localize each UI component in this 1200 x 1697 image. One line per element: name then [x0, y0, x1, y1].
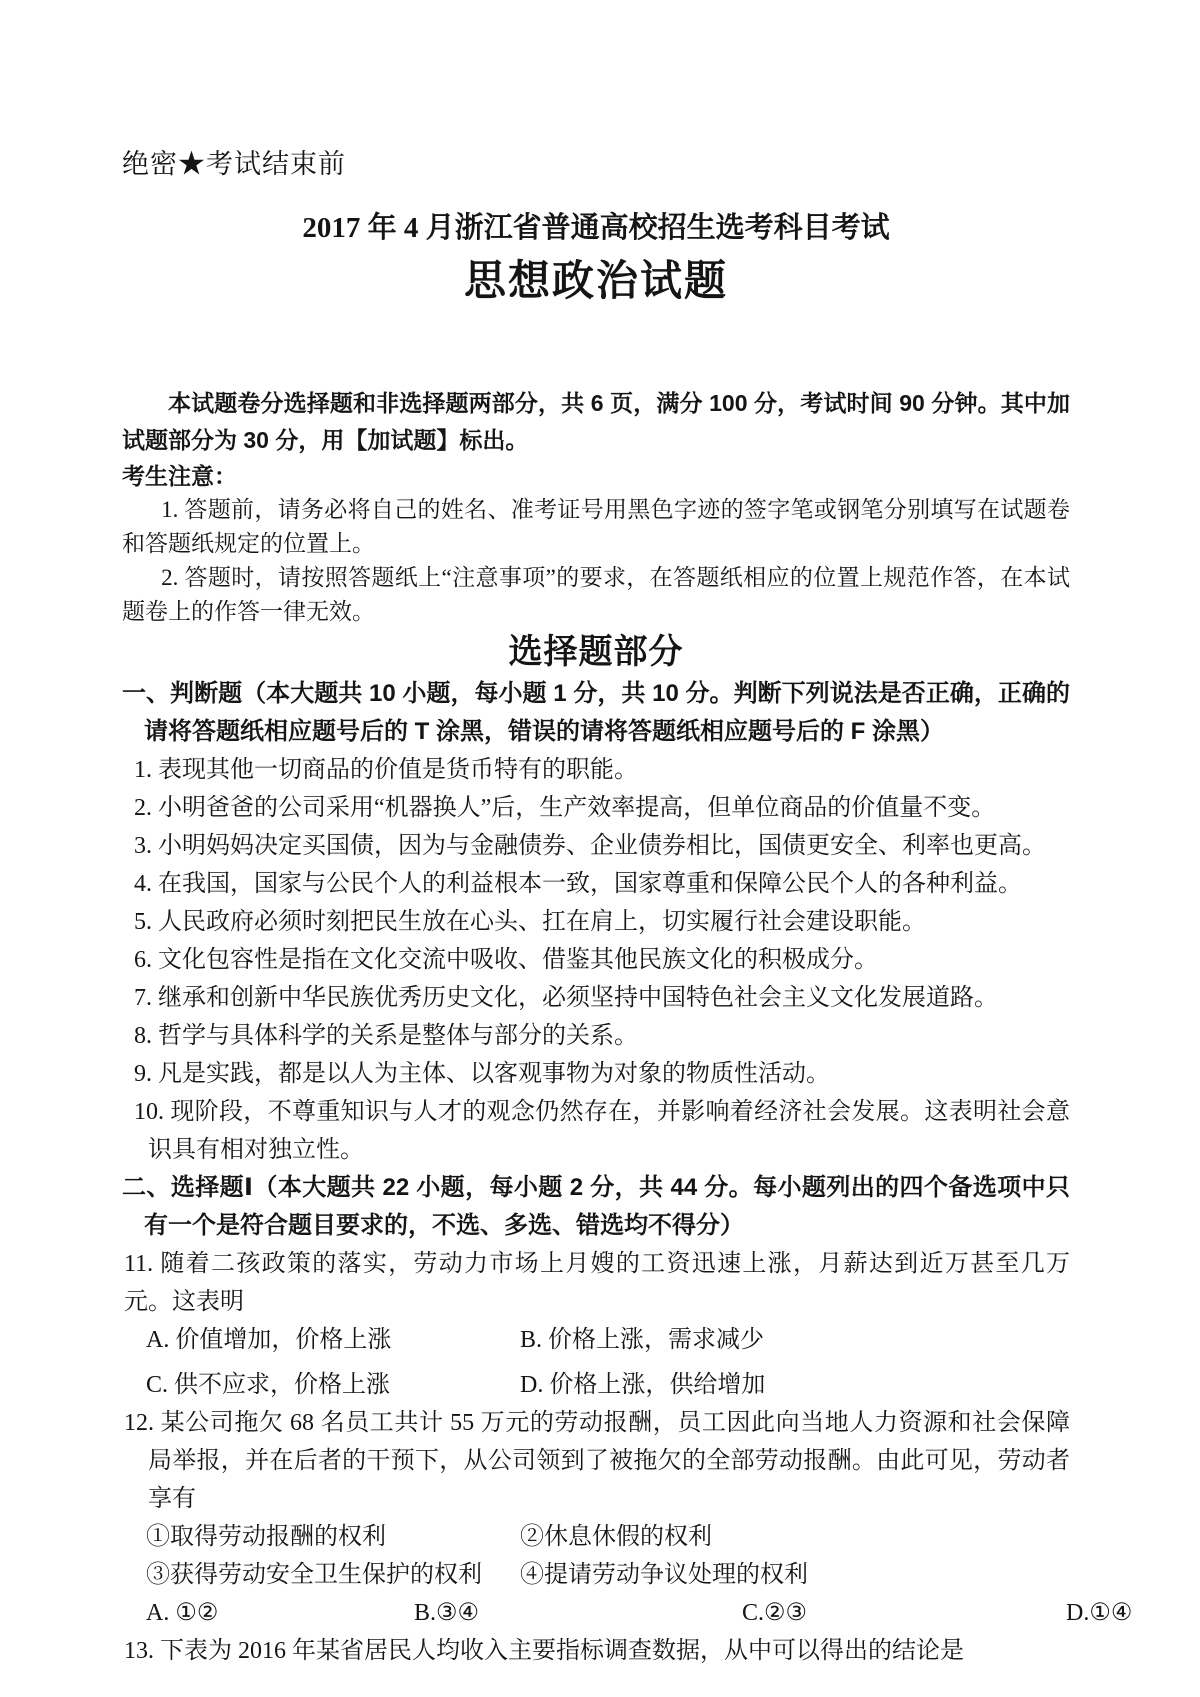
question-12-answer-b: B.③④: [414, 1600, 480, 1626]
exam-session-title: 2017 年 4 月浙江省普通高校招生选考科目考试: [302, 212, 890, 244]
judge-question-1: 1. 表现其他一切商品的价值是货币特有的职能。: [134, 757, 638, 783]
judge-question-8: 8. 哲学与具体科学的关系是整体与部分的关系。: [134, 1023, 638, 1049]
choice-section-heading: 二、选择题Ⅰ（本大题共 22 小题，每小题 2 分，共 44 分。每小题列出的四个备选项中只有一个是符合题目要求的，不选、多选、错选均不得分）: [122, 1174, 1070, 1239]
judge-question-7: 7. 继承和创新中华民族优秀历史文化，必须坚持中国特色社会主义文化发展道路。: [134, 985, 998, 1011]
question-11-options-row-2: [146, 1366, 1070, 1404]
judge-question-10: 10. 现阶段，不尊重知识与人才的观念仍然存在，并影响着经济社会发展。这表明社会意识具有相对独立性。: [134, 1099, 1070, 1163]
question-12-stem: 12. 某公司拖欠 68 名员工共计 55 万元的劳动报酬，员工因此向当地人力资源和社会保障局举报，并在后者的干预下，从公司领到了被拖欠的全部劳动报酬。由此可见，劳动者享有: [124, 1410, 1070, 1512]
question-12-item-2: ②休息休假的权利: [520, 1524, 712, 1550]
question-11-option-b: B. 价格上涨，需求减少: [520, 1327, 765, 1353]
notice-item-2: 2. 答题时，请按照答题纸上“注意事项”的要求，在答题纸相应的位置上规范作答，在本试题卷上的作答一律无效。: [122, 565, 1070, 624]
judge-question-4: 4. 在我国，国家与公民个人的利益根本一致，国家尊重和保障公民个人的各种利益。: [134, 871, 1022, 897]
classification-label: 绝密★考试结束前: [122, 149, 346, 179]
judge-question-2: 2. 小明爸爸的公司采用“机器换人”后，生产效率提高，但单位商品的价值量不变。: [134, 795, 996, 821]
question-13-stem: 13. 下表为 2016 年某省居民人均收入主要指标调查数据，从中可以得出的结论是: [124, 1638, 964, 1664]
exam-subject-title: 思想政治试题: [463, 257, 728, 304]
question-12-items-row-1: [146, 1518, 1070, 1556]
candidate-notice-label: 考生注意：: [122, 463, 237, 489]
question-11-stem: 11. 随着二孩政策的落实，劳动力市场上月嫂的工资迅速上涨，月薪达到近万甚至几万元。这表明: [124, 1251, 1070, 1315]
question-12-answer-c: C.②③: [742, 1600, 808, 1626]
question-12-item-1: ①取得劳动报酬的权利: [146, 1524, 386, 1550]
question-12-answer-d: D.①④: [1066, 1600, 1133, 1626]
question-12-item-4: ④提请劳动争议处理的权利: [520, 1562, 808, 1588]
question-12-item-3: ③获得劳动安全卫生保护的权利: [146, 1562, 482, 1588]
question-11-option-c: C. 供不应求，价格上涨: [146, 1372, 391, 1398]
question-12-answers-row: [146, 1594, 1133, 1632]
question-12-answer-a: A. ①②: [146, 1600, 219, 1626]
judge-question-9: 9. 凡是实践，都是以人为主体、以客观事物为对象的物质性活动。: [134, 1061, 830, 1087]
exam-instructions: 本试题卷分选择题和非选择题两部分，共 6 页，满分 100 分，考试时间 90 分钟。其中加试题部分为 30 分，用【加试题】标出。: [122, 390, 1070, 453]
notice-item-1: 1. 答题前，请务必将自己的姓名、准考证号用黑色字迹的签字笔或钢笔分别填写在试题卷和答题纸规定的位置上。: [122, 497, 1070, 556]
question-11-options-row-1: [146, 1321, 1070, 1359]
judge-question-3: 3. 小明妈妈决定买国债，因为与金融债券、企业债券相比，国债更安全、利率也更高。: [134, 833, 1046, 859]
question-12-items-row-2: [146, 1556, 1070, 1594]
judge-question-5: 5. 人民政府必须时刻把民生放在心头、扛在肩上，切实履行社会建设职能。: [134, 909, 926, 935]
question-11-option-a: A. 价值增加，价格上涨: [146, 1327, 392, 1353]
judge-question-6: 6. 文化包容性是指在文化交流中吸收、借鉴其他民族文化的积极成分。: [134, 947, 878, 973]
judgment-section-heading: 一、判断题（本大题共 10 小题，每小题 1 分，共 10 分。判断下列说法是否正确，正确的请将答题纸相应题号后的 T 涂黑，错误的请将答题纸相应题号后的 F 涂黑）: [122, 680, 1070, 745]
multiple-choice-part-heading: 选择题部分: [508, 633, 684, 671]
question-11-option-d: D. 价格上涨，供给增加: [520, 1372, 766, 1398]
